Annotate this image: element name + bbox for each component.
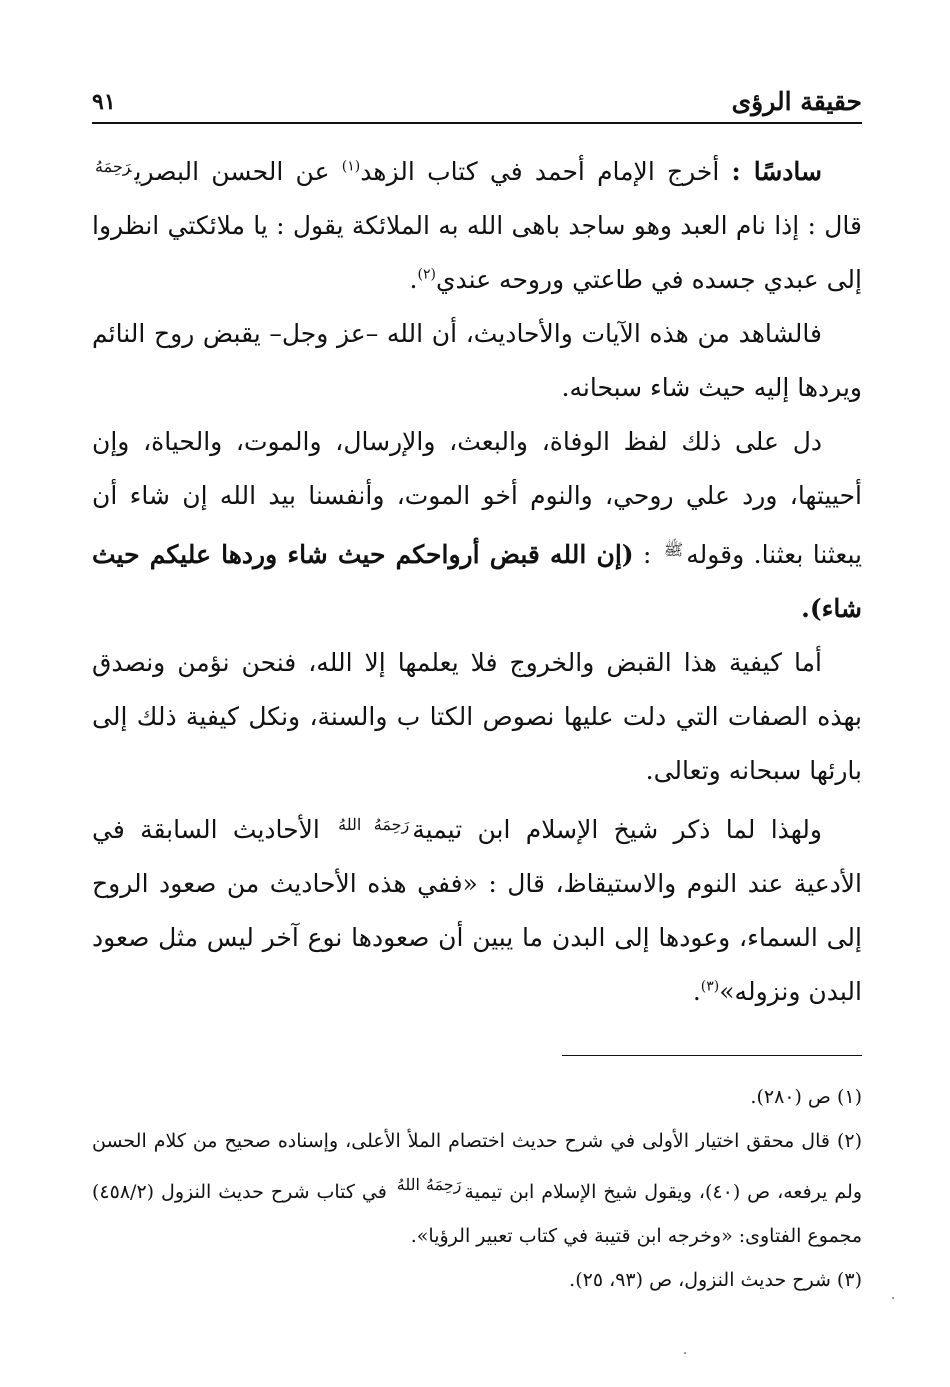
footnote-2-text-a: (٢) قال محقق اختيار الأولى في شرح حديث اختصام الملأ الأعلى، وإسناده صحيح من كلام الحسن ولم يرفعه، ص (٤٠)، ويقول شيخ الإسلام ابن تيمية (92, 1130, 863, 1203)
footnotes (92, 1075, 862, 1302)
section-lead: سادسًا : (731, 157, 822, 186)
footnote-ref-1[interactable]: (١) (341, 158, 361, 175)
paragraph-1-text-c: قال : إذا نام العبد وهو ساجد باهى الله به الملائكة يقول : يا ملائكتي انظروا إلى عبدي جسده في طاعتي وروحه عندي (92, 211, 862, 294)
footnote-2 (92, 1119, 862, 1258)
honorific-glyph: رَحِمَهُ اللهُ (396, 1175, 462, 1194)
paragraph-5-text-a: ولهذا لما ذكر شيخ الإسلام ابن تيمية (412, 815, 822, 844)
paragraph-5 (92, 798, 862, 1019)
running-title: حقيقة الرؤى (731, 87, 862, 116)
page-number: ٩١ (92, 89, 116, 115)
paragraph-4: أما كيفية هذا القبض والخروج فلا يعلمها إلا الله، فنحن نؤمن ونصدق بهذه الصفات التي دلت عليها نصوص الكتا ب والسنة، ونكل كيفية ذلك إلى بارئها سبحانه وتعالى. (92, 648, 862, 785)
running-header (92, 86, 862, 124)
scan-speck (892, 1297, 894, 1299)
main-text (92, 140, 862, 1019)
paragraph-5-text-c: . (692, 977, 701, 1006)
footnote-separator (562, 1055, 862, 1056)
paragraph-1-text-d: . (409, 265, 418, 294)
honorific-glyph: رَحِمَهُ اللهُ (338, 815, 410, 834)
hadith-quote: (إن الله قبض أرواحكم حيث شاء وردها عليكم حيث شاء). (92, 540, 862, 623)
paragraph-2: فالشاهد من هذه الآيات والأحاديث، أن الله –عز وجل– يقبض روح النائم ويردها إليه حيث شاء سبحانه. (92, 319, 862, 402)
paragraph-1-text-a: أخرج الإمام أحمد في كتاب الزهد (360, 157, 732, 186)
honorific-glyph: ﷺ (663, 540, 684, 559)
footnote-ref-2[interactable]: (٢) (417, 266, 436, 283)
paragraph-3-text-b: : (633, 540, 661, 569)
paragraph-3-text-a: دل على ذلك لفظ الوفاة، والبعث، والإرسال، والموت، والحياة، وإن أحييتها، ورد علي روحي، والنوم أخو الموت، وأنفسنا بيد الله إن شاء أن يبعثنا بعثنا. وقوله (92, 427, 862, 569)
footnote-2-text-b: في كتاب شرح حديث النزول (٤٥٨/٢) مجموع الفتاوى: «وخرجه ابن قتيبة في كتاب تعبير الرؤيا». (92, 1181, 862, 1247)
paragraph-1-text-b: عن الحسن البصري (134, 157, 342, 186)
footnote-ref-3[interactable]: (٣) (700, 978, 720, 995)
footnote-3: (٣) شرح حديث النزول، ص (٩٣، ٢٥). (569, 1269, 862, 1291)
paragraph-1 (92, 140, 862, 307)
paragraph-5-text-b: الأحاديث السابقة في الأدعية عند النوم والاستيقاظ، قال : «ففي هذه الأحاديث من صعود الروح إلى السماء، وعودها إلى البدن ما يبين أن صعودها نوع آخر ليس مثل صعود البدن ونزوله» (92, 815, 862, 1006)
honorific-glyph: رَحِمَهُ (95, 157, 132, 176)
footnote-1: (١) ص (٢٨٠). (750, 1086, 862, 1108)
scan-speck (684, 1352, 686, 1354)
paragraph-3 (92, 415, 862, 636)
